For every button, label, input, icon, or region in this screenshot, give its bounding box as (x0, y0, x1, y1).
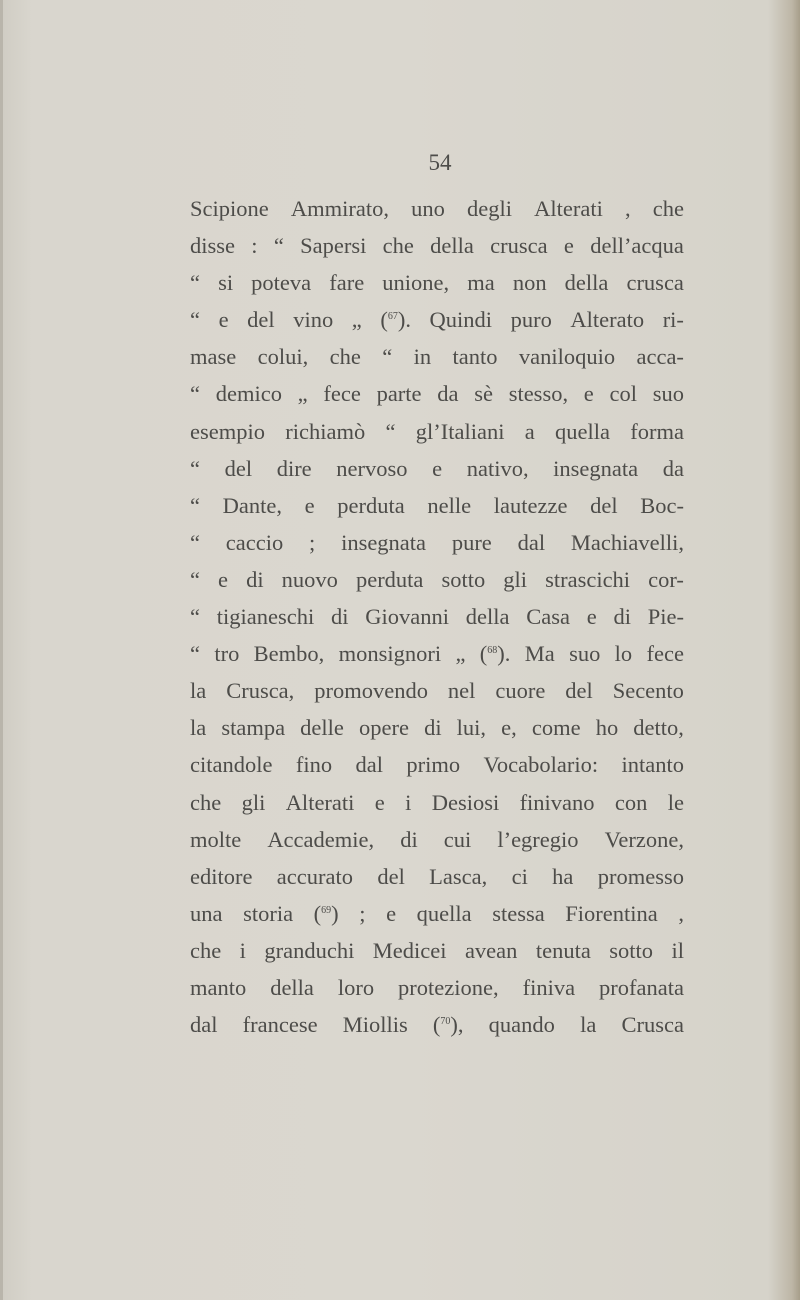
page-number: 54 (428, 150, 452, 175)
word: gli (503, 566, 528, 592)
word: non (512, 270, 547, 296)
word: accurato (276, 863, 353, 889)
word: nativo, (466, 455, 529, 481)
word: Alterato (570, 307, 645, 333)
word: dal (190, 1012, 218, 1038)
word: come (531, 715, 581, 741)
word: la (580, 1012, 597, 1038)
word: la (190, 715, 207, 741)
word: Bembo, (253, 641, 325, 667)
word: sè (474, 381, 493, 407)
word: e (386, 900, 397, 926)
word: puro (510, 307, 552, 333)
word: perduta (337, 492, 405, 518)
word: “ (190, 566, 200, 592)
word: Giovanni (365, 604, 449, 630)
text-line (190, 524, 684, 561)
word: dire (276, 455, 312, 481)
word: del (247, 307, 275, 333)
text-line (190, 338, 684, 375)
word: del (377, 863, 405, 889)
word: quella (416, 900, 472, 926)
word: gli (241, 789, 266, 815)
word: che (190, 789, 222, 815)
word: “ (190, 641, 200, 667)
word: che (652, 196, 684, 221)
word: francese (242, 1012, 318, 1038)
text-line (190, 190, 684, 227)
word: Scipione (190, 196, 269, 221)
word: Ma (524, 641, 555, 667)
word: Machiavelli, (570, 529, 684, 555)
word: ($^{68}$). (479, 641, 511, 667)
word: promovendo (314, 678, 428, 704)
word: delle (300, 715, 344, 741)
word: “ (190, 455, 200, 481)
word: una (190, 900, 223, 926)
word: Casa (526, 604, 570, 630)
word: unione, (382, 270, 450, 296)
word: Ammirato, (290, 196, 389, 221)
word: nervoso (336, 455, 408, 481)
word: e (218, 566, 229, 592)
word: opere (359, 715, 409, 741)
word: Miollis (342, 1012, 408, 1038)
word: che (382, 233, 414, 259)
word: stesso, (508, 381, 569, 407)
word: di (613, 604, 631, 630)
word: “ (273, 233, 284, 259)
text-line (190, 375, 684, 412)
word: crusca (490, 233, 548, 259)
word: ho (595, 715, 619, 741)
text-line (190, 932, 684, 969)
word: “ (385, 418, 396, 444)
word: del (565, 678, 593, 704)
word: profanata (599, 974, 684, 1000)
word: molte (190, 826, 242, 852)
word: uno (411, 196, 445, 221)
word: della (564, 270, 609, 296)
word: dell’acqua (590, 233, 684, 259)
word: tigianeschi (216, 604, 315, 630)
word: mase (190, 344, 237, 370)
text-line (190, 746, 684, 783)
word: di (246, 566, 264, 592)
word: , (624, 196, 631, 221)
text-line (190, 1006, 684, 1043)
word: ($^{70}$), (432, 1012, 464, 1038)
word: acca- (636, 344, 684, 370)
word: “ (190, 381, 200, 407)
page-edge (0, 0, 3, 1300)
word: fare (329, 270, 365, 296)
text-line (190, 264, 684, 301)
footnote-marker: 68 (487, 645, 498, 657)
word: Secento (612, 678, 684, 704)
word: degli (466, 196, 512, 221)
word: „ (297, 381, 308, 407)
word: Fiorentina (565, 900, 658, 926)
footnote-marker: 70 (440, 1016, 451, 1028)
word: monsignori (338, 641, 442, 667)
word: e (432, 455, 443, 481)
word: cor- (648, 566, 684, 592)
word: Accademie, (267, 826, 375, 852)
word: ma (467, 270, 495, 296)
word: Crusca, (226, 678, 295, 704)
word: cuore (495, 678, 546, 704)
word: „ (455, 641, 466, 667)
word: Pie- (647, 604, 684, 630)
text-line (190, 858, 684, 895)
word: forma (630, 418, 684, 444)
word: lo (614, 641, 633, 667)
word: manto (190, 974, 247, 1000)
word: ; (359, 900, 366, 926)
word: sotto (609, 937, 654, 963)
word: i (239, 937, 246, 963)
word: insegnata (553, 455, 639, 481)
word: “ (190, 307, 200, 333)
word: detto, (633, 715, 684, 741)
word: esempio (190, 418, 265, 444)
word: parte (376, 381, 422, 407)
word: caccio (225, 529, 284, 555)
word: dal (517, 529, 546, 555)
word: strascichi (545, 566, 631, 592)
word: : (251, 233, 258, 259)
word: da (662, 455, 684, 481)
word: Boc- (640, 492, 684, 518)
word: Alterati (534, 196, 603, 221)
word: Alterati (285, 789, 355, 815)
text-line (190, 635, 684, 672)
word: l’egregio (497, 826, 579, 852)
word: ($^{67}$). (380, 307, 411, 333)
word: fino (295, 752, 333, 778)
word: “ (190, 604, 200, 630)
word: stessa (492, 900, 545, 926)
word: Vocabolario: (483, 752, 599, 778)
word: del (224, 455, 253, 481)
word: Lasca, (429, 863, 488, 889)
word: e (586, 604, 597, 630)
word: Crusca (621, 1012, 684, 1038)
word: disse (190, 233, 235, 259)
word: lautezze (493, 492, 568, 518)
word: editore (190, 863, 253, 889)
word: perduta (355, 566, 424, 592)
word: intanto (621, 752, 684, 778)
text-line (190, 895, 684, 932)
text-line (190, 709, 684, 746)
word: vino (293, 307, 334, 333)
word: di (330, 604, 349, 630)
text-line (190, 784, 684, 821)
word: fece (646, 641, 684, 667)
word: nuovo (281, 566, 338, 592)
word: di (400, 826, 418, 852)
word: tenuta (535, 937, 591, 963)
word: Quindi (429, 307, 493, 333)
word: Sapersi (300, 233, 367, 259)
text-line (190, 450, 684, 487)
word: citandole (190, 752, 273, 778)
word: tanto (452, 344, 498, 370)
word: e, (501, 715, 517, 741)
text-line (190, 561, 684, 598)
word: primo (406, 752, 461, 778)
word: e (563, 233, 574, 259)
word: Verzone, (604, 826, 684, 852)
word: da (437, 381, 459, 407)
word: gl’Italiani (415, 418, 505, 444)
word: del (590, 492, 618, 518)
word: lui, (456, 715, 487, 741)
text-line (190, 672, 684, 709)
word: pure (451, 529, 492, 555)
footnote-marker: 67 (387, 311, 398, 323)
word: tro (214, 641, 240, 667)
text-line (190, 598, 684, 635)
word: e (374, 789, 385, 815)
word: finivano (519, 789, 595, 815)
word: crusca (626, 270, 684, 296)
word: promesso (597, 863, 684, 889)
word: insegnata (341, 529, 427, 555)
word: quella (555, 418, 610, 444)
word: il (671, 937, 684, 963)
word: storia (243, 900, 294, 926)
word: ha (552, 863, 574, 889)
word: loro (337, 974, 375, 1000)
word: ($^{69}$) (313, 900, 339, 926)
word: della (270, 974, 314, 1000)
word: demico (215, 381, 282, 407)
text-line (190, 969, 684, 1006)
word: si (218, 270, 234, 296)
word: “ (382, 344, 393, 370)
body-text (190, 190, 684, 1043)
word: della (430, 233, 474, 259)
word: della (465, 604, 510, 630)
word: „ (351, 307, 362, 333)
word: che (190, 937, 222, 963)
word: ri- (662, 307, 684, 333)
word: in (413, 344, 432, 370)
word: Desiosi (431, 789, 500, 815)
word: Dante, (222, 492, 282, 518)
footnote-marker: 69 (321, 904, 332, 916)
word: nelle (427, 492, 472, 518)
text-line (190, 301, 684, 338)
word: suo (652, 381, 684, 407)
word: granduchi (264, 937, 355, 963)
word: le (667, 789, 684, 815)
word: Medicei (372, 937, 447, 963)
word: e (583, 381, 594, 407)
word: “ (190, 270, 200, 296)
word: ; (309, 529, 316, 555)
text-line (190, 413, 684, 450)
word: sotto (441, 566, 486, 592)
word: con (614, 789, 648, 815)
word: quando (488, 1012, 555, 1038)
word: i (405, 789, 412, 815)
word: suo (569, 641, 601, 667)
word: cui (443, 826, 472, 852)
word: col (609, 381, 638, 407)
word: “ (190, 529, 200, 555)
word: finiva (522, 974, 576, 1000)
word: a (524, 418, 535, 444)
word: nel (447, 678, 476, 704)
word: avean (464, 937, 518, 963)
word: , (678, 900, 684, 926)
word: e (304, 492, 315, 518)
word: vaniloquio (518, 344, 616, 370)
text-line (190, 227, 684, 264)
word: colui, (257, 344, 309, 370)
word: e (218, 307, 229, 333)
text-line (190, 487, 684, 524)
text-line (190, 821, 684, 858)
word: dal (355, 752, 383, 778)
word: ci (511, 863, 528, 889)
word: poteva (251, 270, 312, 296)
word: la (190, 678, 207, 704)
word: fece (323, 381, 361, 407)
word: stampa (221, 715, 286, 741)
word: “ (190, 492, 200, 518)
word: di (424, 715, 442, 741)
word: protezione, (398, 974, 499, 1000)
word: che (329, 344, 361, 370)
word: richiamò (285, 418, 366, 444)
